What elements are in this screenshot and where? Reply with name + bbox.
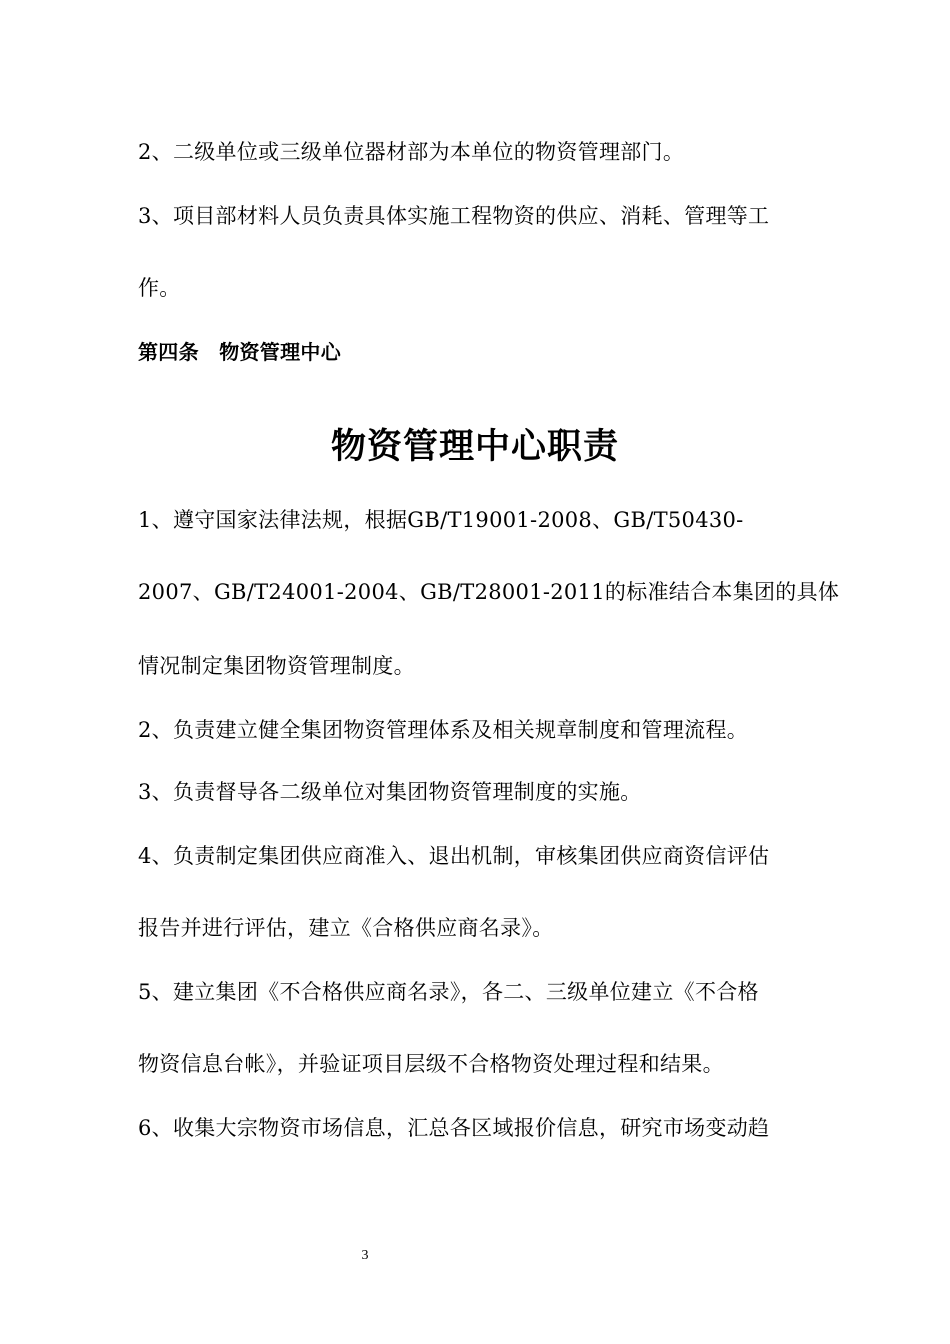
duty-line: 5、建立集团《不合格供应商名录》，各二、三级单位建立《不合格 <box>138 980 759 1004</box>
paragraph-line: 3、项目部材料人员负责具体实施工程物资的供应、消耗、管理等工 <box>138 204 770 228</box>
duty-line: 3、负责督导各二级单位对集团物资管理制度的实施。 <box>138 780 642 804</box>
paragraph-line: 作。 <box>138 276 181 300</box>
paragraph-line: 2、二级单位或三级单位器材部为本单位的物资管理部门。 <box>138 140 685 164</box>
duty-line: 1、遵守国家法律法规，根据GB/T19001-2008、GB/T50430- <box>138 508 744 532</box>
duty-line: 情况制定集团物资管理制度。 <box>138 654 415 678</box>
duty-line: 6、收集大宗物资市场信息，汇总各区域报价信息，研究市场变动趋 <box>138 1116 770 1140</box>
duty-line: 物资信息台帐》，并验证项目层级不合格物资处理过程和结果。 <box>138 1052 724 1076</box>
article-heading: 第四条 物资管理中心 <box>138 340 341 364</box>
duty-line: 2007、GB/T24001-2004、GB/T28001-2011的标准结合本集团的具体 <box>138 580 840 604</box>
page-number: 3 <box>361 1248 369 1263</box>
section-title: 物资管理中心职责 <box>330 427 619 467</box>
duty-line: 2、负责建立健全集团物资管理体系及相关规章制度和管理流程。 <box>138 718 749 742</box>
duty-line: 报告并进行评估，建立《合格供应商名录》。 <box>138 916 554 940</box>
duty-line: 4、负责制定集团供应商准入、退出机制，审核集团供应商资信评估 <box>138 844 770 868</box>
